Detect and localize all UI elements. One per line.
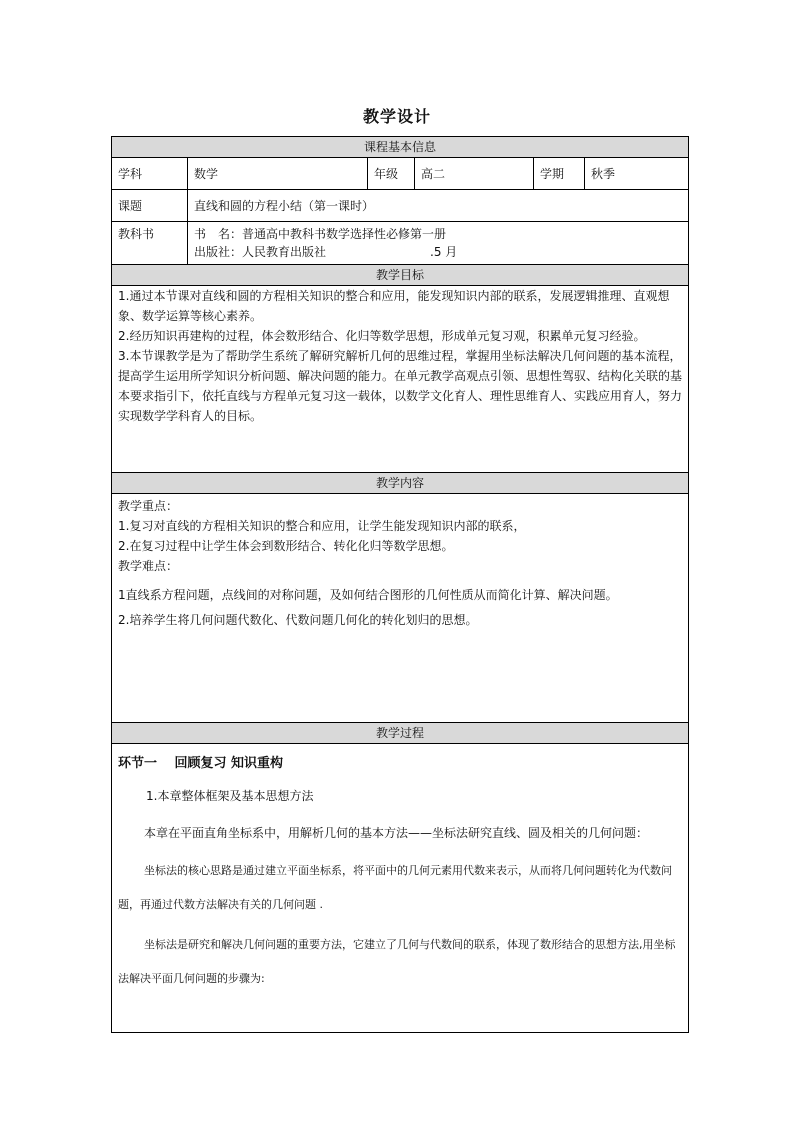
goal-item: 2.经历知识再建构的过程，体会数形结合、化归等数学思想，形成单元复习观，积累单元复习经验。: [118, 329, 646, 343]
section-title: 环节一 回顾复习 知识重构: [118, 756, 284, 771]
publisher-line-wrap: [194, 243, 682, 261]
goals-header: 教学目标: [112, 265, 689, 286]
basic-info-header: 课程基本信息: [112, 137, 689, 158]
content-header: 教学内容: [112, 473, 689, 494]
document-title: 教学设计: [362, 107, 431, 126]
grade-value: 高二: [415, 158, 534, 190]
book-name-line: 书 名：普通高中教科书数学选择性必修第一册: [194, 227, 447, 241]
goals-body: [112, 286, 689, 473]
content-body: [112, 494, 689, 723]
process-body: [112, 744, 689, 1033]
process-paragraph: 坐标法是研究和解决几何问题的重要方法，它建立了几何与代数间的联系，体现了数形结合的思想方法,用坐标法解决平面几何问题的步骤为:: [118, 938, 676, 985]
key-point-item: 2.在复习过程中让学生体会到数形结合、转化化归等数学思想。: [118, 539, 454, 553]
topic-label: 课题: [112, 190, 188, 222]
term-label: 学期: [534, 158, 585, 190]
topic-value: 直线和圆的方程小结（第一课时）: [188, 190, 689, 222]
difficulty-label: 教学难点：: [118, 559, 179, 573]
textbook-info: [188, 222, 689, 265]
process-paragraph: 本章在平面直角坐标系中，用解析几何的基本方法——坐标法研究直线、圆及相关的几何问题：: [144, 826, 649, 840]
process-paragraph: 坐标法的核心思路是通过建立平面坐标系，将平面中的几何元素用代数来表示，从而将几何问题转化为代数问题，再通过代数方法解决有关的几何问题 .: [118, 864, 672, 911]
subject-label: 学科: [112, 158, 188, 190]
subject-value: 数学: [188, 158, 368, 190]
difficulty-item: 2.培养学生将几何问题代数化、代数问题几何化的转化划归的思想。: [118, 613, 478, 627]
term-value: 秋季: [585, 158, 689, 190]
sub-title: 1.本章整体框架及基本思想方法: [146, 789, 314, 803]
grade-label: 年级: [368, 158, 415, 190]
key-point-item: 1.复习对直线的方程相关知识的整合和应用，让学生能发现知识内部的联系，: [118, 519, 526, 533]
textbook-label: 教科书: [112, 222, 188, 265]
lesson-design-table: [111, 136, 689, 1033]
goal-item: 1.通过本节课对直线和圆的方程相关知识的整合和应用，能发现知识内部的联系，发展逻辑推理、直观想象、数学运算等核心素养。: [118, 289, 670, 323]
publisher-line: 出版社：人民教育出版社: [194, 245, 327, 259]
publisher-date: .5 月: [430, 245, 458, 259]
key-points-label: 教学重点：: [118, 499, 179, 513]
goal-item: 3.本节课教学是为了帮助学生系统了解研究解析几何的思维过程，掌握用坐标法解决几何问题的基本流程，提高学生运用所学知识分析问题、解决问题的能力。在单元教学高观点引领、思想性驾驭、结构化关联的基本要求指引下，依托直线与方程单元复习这一载体，以数学文化育人、理性思维育人、实践应用育人，努力实现数学学科育人的目标。: [118, 349, 683, 423]
process-header: 教学过程: [112, 723, 689, 744]
difficulty-item: 1直线系方程问题，点线间的对称问题，及如何结合图形的几何性质从而简化计算、解决问题。: [118, 588, 618, 602]
